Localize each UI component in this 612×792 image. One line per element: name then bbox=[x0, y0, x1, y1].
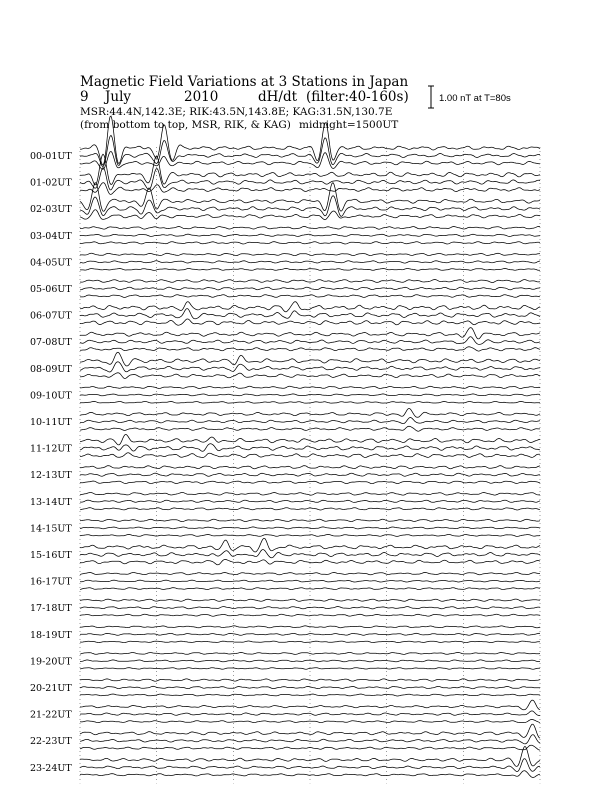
hour-label: 18-19UT bbox=[30, 629, 72, 641]
trace-rik bbox=[80, 196, 540, 217]
trace-msr bbox=[80, 745, 540, 750]
hour-row bbox=[30, 724, 540, 750]
hour-label: 19-20UT bbox=[30, 656, 72, 668]
hour-label: 11-12UT bbox=[30, 443, 72, 455]
hour-row bbox=[30, 466, 540, 484]
trace-msr bbox=[80, 426, 540, 431]
hour-row bbox=[30, 280, 540, 298]
hour-row bbox=[30, 626, 540, 643]
trace-msr bbox=[80, 508, 540, 510]
trace-msr bbox=[80, 401, 540, 403]
hour-label: 22-23UT bbox=[30, 736, 72, 748]
hour-row bbox=[30, 652, 540, 669]
hour-label: 02-03UT bbox=[30, 204, 72, 216]
trace-msr bbox=[80, 641, 540, 643]
trace-rik bbox=[80, 418, 540, 424]
hour-label: 08-09UT bbox=[30, 363, 72, 375]
hour-label: 15-16UT bbox=[30, 550, 72, 561]
hour-row bbox=[30, 352, 540, 378]
trace-kag bbox=[80, 386, 540, 388]
trace-rik bbox=[80, 309, 540, 319]
trace-rik bbox=[80, 660, 540, 662]
scale-bar bbox=[428, 86, 511, 108]
hour-label: 12-13UT bbox=[30, 470, 72, 482]
midnight-note: midnight=1500UT bbox=[299, 119, 399, 131]
trace-rik bbox=[80, 633, 540, 635]
hour-label: 06-07UT bbox=[30, 310, 72, 322]
plot-area bbox=[30, 116, 540, 783]
trace-kag bbox=[80, 253, 540, 255]
hour-row bbox=[30, 302, 540, 326]
order-note: (from bottom to top, MSR, RIK, & KAG) bbox=[80, 119, 291, 131]
trace-rik bbox=[80, 580, 540, 582]
hour-label: 21-22UT bbox=[30, 709, 72, 721]
hour-row bbox=[30, 386, 540, 403]
date-year: 2010 bbox=[184, 89, 219, 105]
chart-title: Magnetic Field Variations at 3 Stations in Japan bbox=[80, 74, 409, 90]
trace-rik bbox=[80, 261, 540, 263]
hour-label: 03-04UT bbox=[30, 230, 72, 242]
trace-rik bbox=[80, 500, 540, 502]
trace-kag bbox=[80, 599, 540, 601]
trace-msr bbox=[80, 183, 540, 195]
scale-bar-label: 1.00 nT at T=80s bbox=[439, 93, 511, 104]
hour-label: 23-24UT bbox=[30, 762, 72, 774]
hour-label: 00-01UT bbox=[30, 151, 72, 162]
trace-kag bbox=[80, 183, 540, 212]
hour-row bbox=[30, 434, 540, 457]
station-list: MSR:44.4N,142.3E; RIK:43.5N,143.8E; KAG:31.5N,130.7E bbox=[80, 106, 393, 118]
hour-label: 01-02UT bbox=[30, 177, 72, 189]
trace-kag bbox=[80, 572, 540, 574]
hour-row bbox=[30, 154, 540, 194]
hour-label: 20-21UT bbox=[30, 683, 72, 694]
header bbox=[80, 74, 409, 131]
hour-label: 17-18UT bbox=[30, 603, 72, 615]
trace-kag bbox=[80, 700, 540, 710]
hour-label: 04-05UT bbox=[30, 257, 72, 269]
hour-label: 09-10UT bbox=[30, 390, 72, 402]
trace-msr bbox=[80, 268, 540, 270]
trace-kag bbox=[80, 538, 540, 552]
filter-label: (filter:40-160s) bbox=[306, 89, 409, 105]
trace-rik bbox=[80, 607, 540, 609]
quantity-label: dH/dt bbox=[258, 89, 298, 105]
trace-rik bbox=[80, 550, 540, 558]
trace-msr bbox=[80, 295, 540, 298]
trace-msr bbox=[80, 453, 540, 458]
hour-label: 05-06UT bbox=[30, 284, 72, 295]
hour-label: 13-14UT bbox=[30, 496, 72, 508]
date-day: 9 bbox=[80, 89, 89, 105]
trace-rik bbox=[80, 168, 540, 190]
trace-kag bbox=[80, 226, 540, 229]
trace-kag bbox=[80, 652, 540, 654]
date-month: July bbox=[105, 89, 132, 105]
trace-kag bbox=[80, 493, 540, 496]
hour-label: 10-11UT bbox=[30, 417, 72, 428]
hour-label: 16-17UT bbox=[30, 576, 72, 588]
trace-kag bbox=[80, 154, 540, 185]
hour-label: 14-15UT bbox=[30, 523, 72, 535]
hour-label: 07-08UT bbox=[30, 337, 72, 349]
